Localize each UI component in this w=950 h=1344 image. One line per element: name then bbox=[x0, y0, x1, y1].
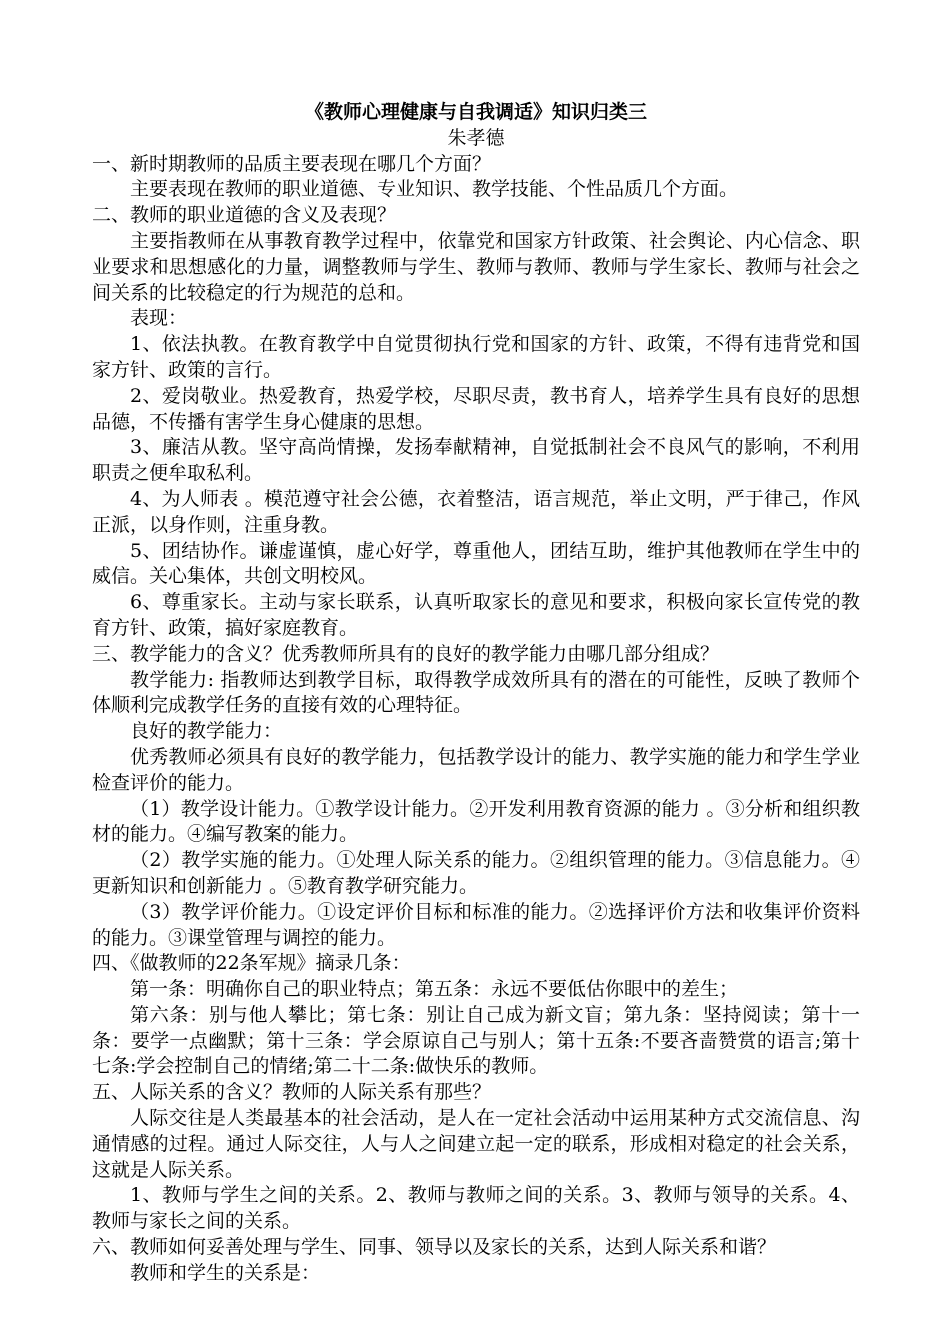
document-title: 《教师心理健康与自我调适》知识归类三 bbox=[304, 101, 647, 123]
section-heading-4: 四、《做教师的22条军规》摘录几条： bbox=[92, 952, 411, 975]
section-2-item-3: 3、廉洁从教。坚守高尚情操，发扬奉献精神，自觉抵制社会不良风气的影响，不利用职责之便牟取私利。 bbox=[92, 436, 860, 485]
document-page bbox=[92, 100, 860, 1287]
section-4-paragraph-2: 第六条：别与他人攀比；第七条：别让自己成为新文盲；第九条：坚持阅读；第十一条：要学一点幽默；第十三条：学会原谅自己与别人；第十五条:不要吝啬赞赏的语言;第十七条:学会控制自己的情绪;第二十二条:做快乐的教师。 bbox=[92, 1003, 860, 1078]
section-2-item-4: 4、为人师表 。模范遵守社会公德，衣着整洁，语言规范，举止文明，严于律己，作风正派，以身作则，注重身教。 bbox=[92, 487, 860, 536]
section-4-paragraph-1: 第一条：明确你自己的职业特点；第五条：永远不要低估你眼中的差生； bbox=[130, 978, 739, 1001]
section-5-paragraph-1: 人际交往是人类最基本的社会活动，是人在一定社会活动中运用某种方式交流信息、沟通情感的过程。通过人际交往，人与人之间建立起一定的联系，形成相对稳定的社会关系，这就是人际关系。 bbox=[92, 1107, 860, 1181]
section-2-label: 表现： bbox=[130, 307, 188, 330]
section-5-paragraph-2: 1、教师与学生之间的关系。2、教师与教师之间的关系。3、教师与领导的关系。4、教师与家长之间的关系。 bbox=[92, 1184, 860, 1233]
section-2-item-6: 6、尊重家长。主动与家长联系，认真听取家长的意见和要求，积极向家长宣传党的教育方针、政策，搞好家庭教育。 bbox=[92, 591, 860, 639]
section-3-label: 良好的教学能力： bbox=[130, 720, 283, 743]
section-heading-1: 一、新时期教师的品质主要表现在哪几个方面？ bbox=[92, 152, 492, 175]
section-2-paragraph: 主要指教师在从事教育教学过程中，依靠党和国家方针政策、社会舆论、内心信念、职业要求和思想感化的力量，调整教师与学生、教师与教师、教师与学生家长、教师与社会之间关系的比较稳定的行为规范的总和。 bbox=[92, 229, 860, 304]
section-6-paragraph: 教师和学生的关系是： bbox=[130, 1261, 321, 1284]
section-heading-2: 二、教师的职业道德的含义及表现？ bbox=[92, 204, 397, 227]
section-heading-3: 三、教学能力的含义？优秀教师所具有的良好的教学能力由哪几部分组成？ bbox=[92, 642, 720, 665]
section-2-item-5: 5、团结协作。谦虚谨慎，虚心好学，尊重他人，团结互助，维护其他教师在学生中的威信。关心集体，共创文明校风。 bbox=[92, 539, 860, 588]
section-2-item-1: 1、依法执教。在教育教学中自觉贯彻执行党和国家的方针、政策，不得有违背党和国家方针、政策的言行。 bbox=[92, 333, 860, 381]
section-3-paragraph-2: 优秀教师必须具有良好的教学能力，包括教学设计的能力、教学实施的能力和学生学业检查评价的能力。 bbox=[92, 745, 860, 794]
document-author: 朱孝德 bbox=[447, 126, 505, 149]
section-heading-6: 六、教师如何妥善处理与学生、同事、领导以及家长的关系，达到人际关系和谐？ bbox=[92, 1236, 777, 1259]
section-3-paragraph-1: 教学能力: 指教师达到教学目标，取得教学成效所具有的潜在的可能性，反映了教师个体顺利完成教学任务的直接有效的心理特征。 bbox=[92, 668, 860, 717]
section-heading-5: 五、人际关系的含义？教师的人际关系有那些？ bbox=[92, 1081, 492, 1104]
section-2-item-2: 2、爱岗敬业。热爱教育，热爱学校，尽职尽责，教书育人，培养学生具有良好的思想品德，不传播有害学生身心健康的思想。 bbox=[92, 384, 860, 433]
section-1-paragraph: 主要表现在教师的职业道德、专业知识、教学技能、个性品质几个方面。 bbox=[130, 178, 739, 201]
section-3-item-3: （3）教学评价能力。①设定评价目标和标准的能力。②选择评价方法和收集评价资料的能力。③课堂管理与调控的能力。 bbox=[92, 900, 860, 949]
section-3-item-1: （1）教学设计能力。①教学设计能力。②开发利用教育资源的能力 。③分析和组织教材的能力。④编写教案的能力。 bbox=[92, 797, 860, 846]
section-3-item-2: （2）教学实施的能力。①处理人际关系的能力。②组织管理的能力。③信息能力。④更新知识和创新能力 。⑤教育教学研究能力。 bbox=[92, 849, 860, 897]
